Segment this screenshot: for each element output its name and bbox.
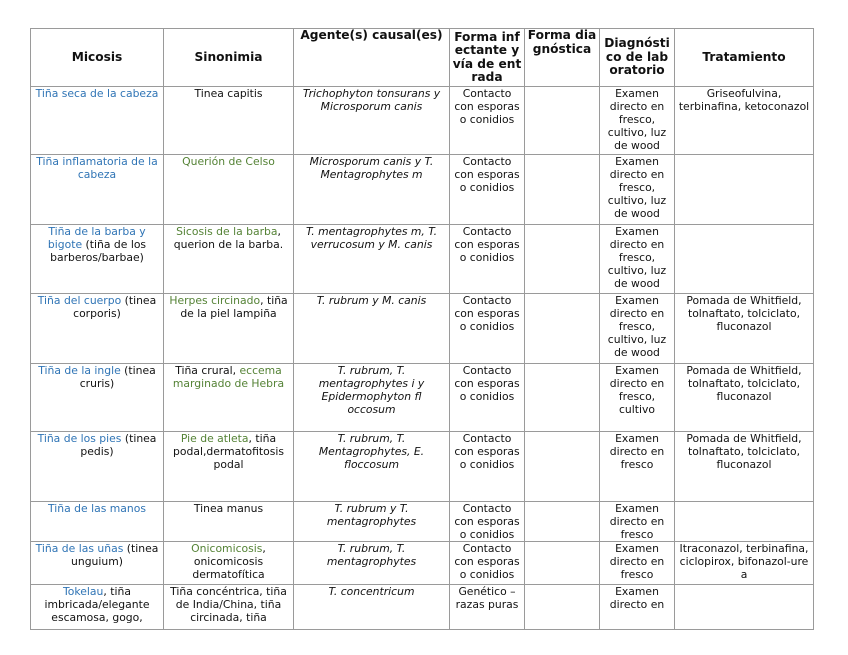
cell-agente: Trichophyton tonsurans y Microsporum canis <box>294 87 450 155</box>
cell-tratamiento <box>675 155 814 225</box>
cell-micosis <box>31 155 164 225</box>
cell-sinonimia-segment: Sicosis de la barba <box>176 225 278 238</box>
cell-sinonimia-segment: , onicomicosis dermatofítica <box>192 542 266 581</box>
cell-forma-infectante: Contacto con esporas o conidios <box>450 225 525 294</box>
header-micosis: Micosis <box>31 29 164 87</box>
cell-micosis <box>31 87 164 155</box>
cell-sinonimia-segment: Tinea manus <box>193 502 264 515</box>
cell-micosis <box>31 364 164 432</box>
cell-forma-diagnostica <box>525 432 600 502</box>
cell-sinonimia-segment: Herpes circinado <box>169 294 261 307</box>
cell-sinonimia <box>164 585 294 630</box>
cell-sinonimia-segment: , querion de la barba. <box>173 225 284 251</box>
cell-sinonimia-segment: Querión de Celso <box>182 155 275 168</box>
table-row <box>31 225 814 294</box>
cell-sinonimia <box>164 432 294 502</box>
cell-tratamiento <box>675 585 814 630</box>
cell-forma-diagnostica <box>525 294 600 364</box>
cell-tratamiento: Pomada de Whitfield, tolnaftato, tolciclato, fluconazol <box>675 432 814 502</box>
cell-forma-diagnostica <box>525 155 600 225</box>
cell-sinonimia-segment: Onicomicosis <box>191 542 263 555</box>
header-forma-diagnostica: Forma diagnóstica <box>525 29 600 87</box>
cell-forma-infectante: Contacto con esporas o conidios <box>450 502 525 542</box>
cell-micosis-segment: Tiña de la ingle <box>38 364 121 377</box>
cell-micosis <box>31 502 164 542</box>
cell-sinonimia-segment: eccema marginado de Hebra <box>172 364 285 390</box>
cell-diagnostico-laboratorio: Examen directo en fresco, cultivo, luz de wood <box>600 225 675 294</box>
header-tratamiento: Tratamiento <box>675 29 814 87</box>
cell-micosis-segment: (tinea corporis) <box>73 294 157 320</box>
cell-forma-diagnostica <box>525 585 600 630</box>
cell-forma-diagnostica <box>525 225 600 294</box>
cell-tratamiento: Itraconazol, terbinafina,ciclopirox, bifonazol-urea <box>675 542 814 585</box>
cell-forma-diagnostica <box>525 542 600 585</box>
cell-diagnostico-laboratorio: Examen directo en fresco, cultivo <box>600 364 675 432</box>
cell-micosis-segment: Tokelau <box>63 585 104 598</box>
cell-sinonimia-segment: Tiña crural, <box>175 364 240 377</box>
cell-micosis-segment: Tiña de las manos <box>48 502 146 515</box>
cell-tratamiento <box>675 225 814 294</box>
cell-micosis-segment: (tinea unguium) <box>71 542 159 568</box>
header-agente: Agente(s) causal(es) <box>294 29 450 87</box>
table-row <box>31 364 814 432</box>
cell-micosis <box>31 294 164 364</box>
cell-micosis-segment: Tiña del cuerpo <box>37 294 122 307</box>
cell-forma-diagnostica <box>525 87 600 155</box>
cell-sinonimia-segment: , tiña podal,dermatofitosis podal <box>173 432 284 471</box>
cell-tratamiento: Pomada de Whitfield, tolnaftato, tolciclato, fluconazol <box>675 364 814 432</box>
header-sinonimia: Sinonimia <box>164 29 294 87</box>
cell-agente: T. rubrum, T. mentagrophytes <box>294 542 450 585</box>
cell-micosis-segment: Tiña de las uñas <box>35 542 124 555</box>
cell-micosis-segment: (tinea pedis) <box>80 432 157 458</box>
cell-sinonimia <box>164 542 294 585</box>
cell-agente: T. rubrum y T. mentagrophytes <box>294 502 450 542</box>
mycosis-table <box>30 28 814 630</box>
cell-micosis <box>31 542 164 585</box>
cell-diagnostico-laboratorio: Examen directo en fresco <box>600 502 675 542</box>
cell-diagnostico-laboratorio: Examen directo en fresco, cultivo, luz de wood <box>600 294 675 364</box>
cell-tratamiento: Pomada de Whitfield, tolnaftato, tolciclato, fluconazol <box>675 294 814 364</box>
cell-micosis-segment: (tinea cruris) <box>79 364 156 390</box>
cell-agente: Microsporum canis y T. Mentagrophytes m <box>294 155 450 225</box>
table-row <box>31 432 814 502</box>
header-row <box>31 29 814 87</box>
cell-forma-infectante: Contacto con esporas o conidios <box>450 432 525 502</box>
cell-forma-infectante: Genético – razas puras <box>450 585 525 630</box>
table-row <box>31 155 814 225</box>
cell-micosis-segment: Tiña inflamatoria de la cabeza <box>36 155 158 181</box>
cell-micosis <box>31 432 164 502</box>
table-row <box>31 87 814 155</box>
cell-micosis <box>31 225 164 294</box>
cell-agente: T. mentagrophytes m, T. verrucosum y M. canis <box>294 225 450 294</box>
cell-sinonimia <box>164 294 294 364</box>
cell-diagnostico-laboratorio: Examen directo en <box>600 585 675 630</box>
cell-sinonimia <box>164 155 294 225</box>
cell-forma-infectante: Contacto con esporas o conidios <box>450 542 525 585</box>
cell-micosis-segment: (tiña de los barberos/barbae) <box>50 238 147 264</box>
cell-forma-diagnostica <box>525 502 600 542</box>
cell-agente: T. rubrum, T. Mentagrophytes, E. floccosum <box>294 432 450 502</box>
cell-tratamiento <box>675 502 814 542</box>
cell-sinonimia-segment: , tiña de la piel lampiña <box>180 294 288 320</box>
cell-forma-infectante: Contacto con esporas o conidios <box>450 155 525 225</box>
cell-sinonimia-segment: Tinea capitis <box>194 87 263 100</box>
cell-forma-infectante: Contacto con esporas o conidios <box>450 364 525 432</box>
table-row <box>31 585 814 630</box>
cell-agente: T. concentricum <box>294 585 450 630</box>
header-forma-infectante: Forma infectante y vía de entrada <box>450 29 525 87</box>
cell-agente: T. rubrum y M. canis <box>294 294 450 364</box>
cell-micosis-segment: Tiña seca de la cabeza <box>35 87 159 100</box>
table-body <box>31 87 814 630</box>
table-row <box>31 294 814 364</box>
cell-diagnostico-laboratorio: Examen directo en fresco <box>600 542 675 585</box>
cell-forma-infectante: Contacto con esporas o conidios <box>450 294 525 364</box>
cell-sinonimia <box>164 225 294 294</box>
cell-forma-infectante: Contacto con esporas o conidios <box>450 87 525 155</box>
cell-diagnostico-laboratorio: Examen directo en fresco, cultivo, luz de wood <box>600 155 675 225</box>
cell-sinonimia <box>164 364 294 432</box>
cell-sinonimia <box>164 502 294 542</box>
cell-micosis <box>31 585 164 630</box>
cell-diagnostico-laboratorio: Examen directo en fresco <box>600 432 675 502</box>
table-row <box>31 502 814 542</box>
cell-tratamiento: Griseofulvina, terbinafina, ketoconazol <box>675 87 814 155</box>
table-row <box>31 542 814 585</box>
cell-sinonimia-segment: Pie de atleta <box>180 432 249 445</box>
cell-sinonimia-segment: Tiña concéntrica, tiña de India/China, tiña circinada, tiña <box>170 585 287 624</box>
cell-agente: T. rubrum, T. mentagrophytes i y Epidermophyton fl occosum <box>294 364 450 432</box>
cell-micosis-segment: , tiña imbricada/elegante escamosa, gogo, <box>44 585 150 624</box>
cell-micosis-segment: Tiña de la barba y bigote <box>47 225 146 251</box>
cell-forma-diagnostica <box>525 364 600 432</box>
header-diagnostico-laboratorio: Diagnóstico de laboratorio <box>600 29 675 87</box>
cell-diagnostico-laboratorio: Examen directo en fresco, cultivo, luz de wood <box>600 87 675 155</box>
cell-sinonimia <box>164 87 294 155</box>
cell-micosis-segment: Tiña de los pies <box>37 432 122 445</box>
